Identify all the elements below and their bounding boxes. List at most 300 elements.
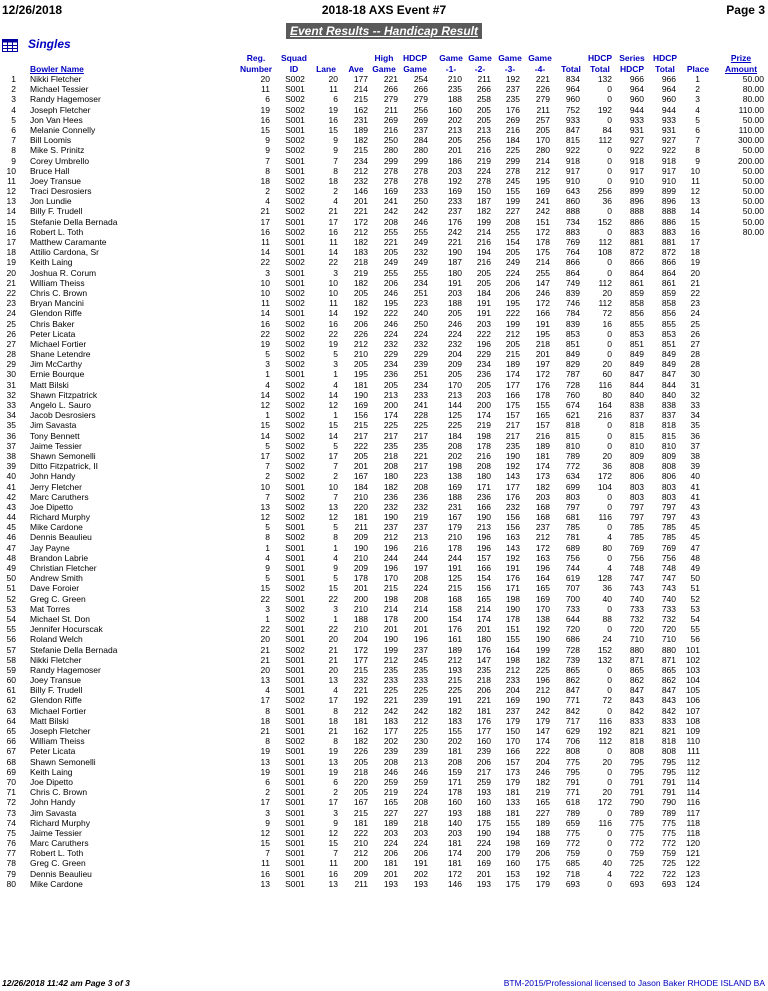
- cell-game-2: 214: [476, 603, 491, 614]
- cell-total: 847: [565, 685, 580, 696]
- cell-reg-number: 8: [265, 165, 270, 176]
- cell-game-3: 192: [505, 461, 520, 472]
- cell-rank: 20: [6, 267, 16, 278]
- cell-prize-amount: 50.00: [742, 74, 764, 84]
- cell-bowler-name: Robert L. Toth: [30, 226, 84, 237]
- cell-game-3: 178: [505, 613, 520, 624]
- cell-bowler-name: Mike S. Prinitz: [30, 145, 85, 156]
- cell-hdcp-total: 192: [597, 104, 612, 115]
- table-row: [0, 339, 768, 349]
- table-row: [0, 380, 768, 390]
- cell-bowler-name: Greg C. Green: [30, 593, 86, 604]
- cell-bowler-name: Michael Fortier: [30, 705, 87, 716]
- cell-lane: 19: [328, 746, 338, 757]
- cell-game-2: 201: [476, 624, 491, 635]
- cell-game-4: 169: [535, 838, 550, 849]
- cell-hdcp-total: 112: [598, 298, 612, 309]
- cell-total: 749: [565, 277, 580, 288]
- cell-game-1: 202: [447, 114, 462, 125]
- cell-series-hdcp: 795: [629, 756, 644, 767]
- cell-game-3: 224: [505, 267, 520, 278]
- cell-ave: 226: [353, 746, 368, 757]
- cell-hdcp-game: 234: [413, 379, 428, 390]
- col-hdcptot-line2: Total: [655, 64, 675, 74]
- cell-reg-number: 6: [265, 94, 270, 105]
- cell-lane: 14: [328, 247, 338, 258]
- cell-hdcp-game: 217: [413, 461, 428, 472]
- cell-ave: 222: [353, 440, 368, 451]
- cell-ave: 181: [353, 512, 368, 523]
- cell-hdcp-game: 221: [413, 450, 428, 461]
- cell-hdcp-series-total: 803: [661, 491, 676, 502]
- cell-hdcp-total: 0: [607, 155, 612, 166]
- cell-squad-id: S002: [285, 135, 305, 146]
- cell-prize-amount: 50.00: [742, 175, 764, 186]
- cell-squad-id: S001: [285, 848, 305, 859]
- cell-total: 674: [565, 400, 580, 410]
- cell-rank: 15: [6, 216, 16, 227]
- cell-hdcp-total: 0: [607, 624, 612, 635]
- cell-place: 120: [685, 838, 700, 849]
- cell-hdcp-series-total: 818: [661, 420, 676, 431]
- cell-hdcp-total: 0: [607, 501, 612, 512]
- cell-bowler-name: Traci Desrosiers: [30, 186, 92, 197]
- cell-ave: 182: [353, 237, 368, 247]
- cell-hdcp-series-total: 693: [661, 878, 676, 889]
- cell-high-game: 237: [383, 522, 398, 533]
- cell-ave: 219: [353, 267, 368, 278]
- cell-rank: 56: [6, 634, 16, 645]
- cell-hdcp-game: 246: [413, 766, 428, 777]
- cell-ave: 190: [353, 389, 368, 400]
- cell-hdcp-total: 132: [597, 654, 612, 665]
- cell-ave: 231: [353, 114, 368, 125]
- cell-game-1: 179: [447, 522, 462, 533]
- table-row: [0, 685, 768, 695]
- cell-total: 910: [565, 175, 580, 186]
- table-row: [0, 848, 768, 858]
- table-row: [0, 227, 768, 237]
- cell-reg-number: 17: [260, 695, 270, 706]
- cell-hdcp-total: 0: [607, 338, 612, 349]
- cell-reg-number: 18: [260, 715, 270, 726]
- table-row: [0, 308, 768, 318]
- cell-total: 851: [565, 338, 580, 349]
- cell-reg-number: 9: [265, 563, 270, 573]
- cell-high-game: 217: [383, 430, 398, 441]
- cell-bowler-name: Joe Dipetto: [30, 501, 73, 512]
- cell-game-1: 193: [447, 664, 462, 675]
- table-row: [0, 767, 768, 777]
- cell-ave: 220: [353, 776, 368, 787]
- cell-rank: 74: [6, 817, 16, 828]
- cell-series-hdcp: 881: [629, 237, 644, 247]
- table-row: [0, 634, 768, 644]
- cell-place: 10: [690, 165, 700, 176]
- cell-series-hdcp: 837: [629, 410, 644, 421]
- cell-rank: 68: [6, 756, 16, 767]
- cell-squad-id: S002: [285, 104, 305, 115]
- cell-hdcp-series-total: 855: [661, 318, 676, 329]
- cell-place: 102: [685, 654, 700, 665]
- cell-reg-number: 11: [261, 298, 270, 309]
- cell-total: 686: [565, 634, 580, 645]
- cell-game-1: 178: [447, 787, 462, 798]
- table-row: [0, 858, 768, 868]
- cell-lane: 17: [328, 216, 338, 227]
- cell-total: 629: [565, 726, 580, 736]
- cell-ave: 192: [353, 695, 368, 706]
- cell-game-4: 172: [535, 226, 550, 237]
- cell-squad-id: S001: [285, 868, 305, 879]
- cell-place: 36: [690, 430, 700, 441]
- cell-game-1: 203: [447, 827, 462, 838]
- cell-game-2: 178: [476, 440, 491, 451]
- page-number: Page 3: [726, 3, 765, 17]
- table-row: [0, 196, 768, 206]
- cell-reg-number: 10: [260, 481, 270, 492]
- cell-game-2: 174: [476, 613, 491, 624]
- table-row: [0, 757, 768, 767]
- table-row: [0, 278, 768, 288]
- cell-rank: 13: [6, 196, 16, 207]
- cell-ave: 146: [353, 186, 368, 197]
- cell-hdcp-game: 242: [413, 705, 428, 716]
- cell-place: 41: [690, 491, 700, 502]
- cell-series-hdcp: 866: [629, 257, 644, 268]
- cell-high-game: 212: [383, 654, 398, 665]
- cell-hdcp-total: 112: [598, 277, 612, 288]
- cell-game-2: 190: [476, 512, 491, 523]
- cell-game-3: 153: [505, 868, 520, 879]
- cell-total: 839: [565, 318, 580, 329]
- cell-hdcp-total: 80: [602, 542, 612, 553]
- table-row: [0, 125, 768, 135]
- col-prize-line1: Prize: [730, 53, 752, 63]
- cell-total: 918: [565, 155, 580, 166]
- report-date: 12/26/2018: [2, 3, 63, 17]
- cell-game-3: 164: [505, 644, 520, 655]
- cell-place: 22: [690, 287, 700, 298]
- cell-total: 789: [565, 450, 580, 461]
- cell-game-2: 239: [476, 746, 491, 757]
- cell-game-4: 211: [536, 104, 550, 115]
- cell-series-hdcp: 809: [629, 450, 644, 461]
- cell-hdcp-series-total: 733: [661, 603, 676, 614]
- cell-game-2: 224: [476, 838, 491, 849]
- cell-reg-number: 15: [260, 420, 270, 431]
- cell-hdcp-game: 256: [413, 104, 428, 115]
- cell-hdcp-game: 196: [413, 634, 428, 645]
- cell-high-game: 221: [383, 695, 398, 706]
- cell-hdcp-game: 259: [413, 776, 428, 787]
- table-row: [0, 94, 768, 104]
- cell-high-game: 169: [383, 186, 398, 197]
- cell-lane: 3: [333, 807, 338, 818]
- cell-hdcp-game: 224: [413, 328, 428, 339]
- cell-high-game: 219: [383, 787, 398, 798]
- cell-high-game: 190: [383, 512, 398, 523]
- cell-hdcp-game: 208: [413, 481, 428, 492]
- col-series-line1: Series: [619, 53, 645, 63]
- cell-squad-id: S001: [285, 563, 305, 573]
- col-prize-line2: Amount: [724, 64, 758, 74]
- cell-squad-id: S001: [285, 522, 305, 533]
- cell-squad-id: S002: [285, 145, 305, 156]
- cell-series-hdcp: 818: [629, 420, 644, 431]
- cell-game-4: 151: [535, 216, 550, 227]
- cell-lane: 19: [328, 104, 338, 115]
- cell-reg-number: 19: [260, 104, 270, 115]
- cell-high-game: 201: [383, 624, 398, 635]
- cell-reg-number: 3: [265, 359, 270, 370]
- cell-game-4: 172: [535, 369, 550, 380]
- cell-game-3: 155: [505, 186, 520, 197]
- cell-lane: 15: [328, 838, 338, 849]
- cell-hdcp-game: 218: [413, 817, 428, 828]
- cell-game-4: 257: [535, 114, 550, 125]
- cell-hdcp-game: 229: [413, 349, 428, 360]
- cell-game-2: 213: [476, 522, 491, 533]
- cell-game-4: 222: [535, 746, 550, 757]
- cell-squad-id: S001: [285, 552, 305, 563]
- col-ave: Ave: [348, 64, 364, 74]
- cell-high-game: 213: [383, 389, 398, 400]
- cell-ave: 210: [353, 603, 368, 614]
- cell-game-1: 140: [447, 817, 462, 828]
- cell-ave: 215: [353, 807, 368, 818]
- cell-bowler-name: Matthew Caramante: [30, 237, 107, 247]
- cell-series-hdcp: 844: [629, 379, 644, 390]
- cell-hdcp-series-total: 858: [661, 298, 676, 309]
- cell-total: 707: [565, 583, 580, 594]
- cell-squad-id: S002: [285, 94, 305, 105]
- cell-game-3: 217: [505, 430, 520, 441]
- cell-reg-number: 3: [265, 603, 270, 614]
- cell-hdcp-total: 72: [602, 695, 612, 706]
- cell-game-2: 196: [476, 532, 491, 543]
- cell-squad-id: S002: [285, 186, 305, 197]
- cell-ave: 214: [353, 84, 368, 95]
- cell-game-2: 166: [476, 501, 491, 512]
- cell-reg-number: 11: [261, 858, 270, 869]
- cell-rank: 69: [6, 766, 16, 777]
- cell-bowler-name: Chris C. Brown: [30, 787, 88, 798]
- cell-total: 643: [565, 186, 580, 197]
- cell-rank: 54: [6, 613, 16, 624]
- cell-hdcp-series-total: 720: [661, 624, 676, 635]
- cell-hdcp-series-total: 851: [661, 338, 676, 349]
- cell-high-game: 225: [383, 685, 398, 696]
- cell-hdcp-game: 208: [413, 797, 428, 808]
- cell-game-1: 233: [447, 196, 462, 207]
- cell-squad-id: S002: [285, 583, 305, 594]
- cell-hdcp-series-total: 880: [661, 644, 676, 655]
- cell-total: 862: [565, 675, 580, 686]
- cell-ave: 212: [353, 165, 368, 176]
- cell-game-3: 150: [505, 726, 520, 736]
- cell-bowler-name: Nikki Fletcher: [30, 654, 82, 665]
- cell-bowler-name: Shawn Semonelli: [30, 450, 96, 461]
- cell-high-game: 239: [383, 746, 398, 757]
- cell-game-3: 174: [505, 369, 520, 380]
- cell-hdcp-total: 172: [597, 797, 612, 808]
- cell-game-1: 168: [447, 593, 462, 604]
- cell-ave: 181: [353, 379, 368, 390]
- cell-ave: 201: [353, 196, 368, 207]
- cell-total: 849: [565, 349, 580, 360]
- cell-game-2: 203: [476, 318, 491, 329]
- table-row: [0, 706, 768, 716]
- cell-series-hdcp: 759: [629, 848, 644, 859]
- cell-squad-id: S001: [285, 807, 305, 818]
- cell-game-2: 259: [476, 776, 491, 787]
- cell-reg-number: 15: [260, 838, 270, 849]
- cell-total: 689: [565, 542, 580, 553]
- cell-high-game: 242: [383, 206, 398, 217]
- col-game4-line2: -4-: [534, 64, 546, 74]
- table-row: [0, 217, 768, 227]
- cell-squad-id: S002: [285, 450, 305, 461]
- cell-reg-number: 6: [265, 776, 270, 787]
- cell-rank: 73: [6, 807, 16, 818]
- cell-game-4: 221: [535, 74, 550, 84]
- table-row: [0, 298, 768, 308]
- cell-game-2: 194: [476, 247, 491, 258]
- cell-lane: 22: [328, 328, 338, 339]
- cell-game-1: 232: [447, 338, 462, 349]
- cell-game-2: 193: [476, 787, 491, 798]
- cell-game-2: 193: [476, 878, 491, 889]
- cell-reg-number: 22: [260, 257, 270, 268]
- cell-high-game: 222: [383, 308, 398, 319]
- cell-hdcp-total: 0: [607, 328, 612, 339]
- cell-prize-amount: 300.00: [738, 135, 764, 146]
- cell-game-4: 203: [535, 491, 550, 502]
- cell-game-4: 190: [535, 695, 550, 706]
- cell-squad-id: S001: [285, 654, 305, 665]
- cell-series-hdcp: 797: [629, 501, 644, 512]
- cell-hdcp-total: 0: [607, 440, 612, 451]
- cell-place: 33: [690, 400, 700, 410]
- cell-game-1: 188: [447, 94, 462, 105]
- cell-game-2: 216: [476, 257, 491, 268]
- cell-reg-number: 5: [265, 573, 270, 584]
- cell-high-game: 201: [383, 868, 398, 879]
- cell-ave: 220: [353, 501, 368, 512]
- cell-bowler-name: Ditto Fitzpatrick, II: [30, 461, 99, 472]
- cell-hdcp-total: 80: [602, 389, 612, 400]
- cell-lane: 7: [333, 491, 338, 502]
- cell-game-2: 180: [476, 634, 491, 645]
- cell-series-hdcp: 720: [629, 624, 644, 635]
- cell-total: 739: [565, 654, 580, 665]
- table-row: [0, 431, 768, 441]
- cell-ave: 218: [353, 766, 368, 777]
- cell-total: 964: [565, 84, 580, 95]
- cell-series-hdcp: 785: [629, 522, 644, 533]
- cell-game-1: 224: [447, 328, 462, 339]
- cell-high-game: 244: [383, 552, 398, 563]
- cell-high-game: 233: [383, 675, 398, 686]
- cell-squad-id: S001: [285, 634, 305, 645]
- cell-game-2: 266: [476, 84, 491, 95]
- cell-hdcp-series-total: 896: [661, 196, 676, 207]
- cell-lane: 16: [328, 114, 338, 125]
- cell-place: 6: [695, 124, 700, 135]
- cell-place: 11: [691, 175, 700, 186]
- cell-reg-number: 5: [265, 440, 270, 451]
- cell-bowler-name: William Theiss: [30, 277, 85, 288]
- cell-ave: 200: [353, 593, 368, 604]
- cell-reg-number: 21: [260, 726, 270, 736]
- cell-game-4: 196: [535, 675, 550, 686]
- col-place: Place: [686, 64, 710, 74]
- cell-place: 38: [690, 450, 700, 461]
- cell-rank: 6: [11, 124, 16, 135]
- cell-hdcp-series-total: 917: [661, 165, 676, 176]
- cell-total: 775: [565, 827, 580, 838]
- cell-bowler-name: Roland Welch: [30, 634, 83, 645]
- cell-hdcp-game: 255: [413, 226, 428, 237]
- cell-series-hdcp: 743: [629, 583, 644, 594]
- page-footer: [0, 978, 768, 990]
- table-row: [0, 349, 768, 359]
- cell-reg-number: 1: [265, 410, 270, 421]
- cell-lane: 22: [328, 257, 338, 268]
- cell-place: 112: [686, 756, 700, 767]
- cell-total: 728: [565, 379, 580, 390]
- cell-series-hdcp: 872: [629, 247, 644, 258]
- table-row: [0, 186, 768, 196]
- cell-series-hdcp: 785: [629, 532, 644, 543]
- cell-place: 19: [690, 257, 700, 268]
- table-row: [0, 471, 768, 481]
- cell-series-hdcp: 855: [629, 318, 644, 329]
- cell-reg-number: 20: [260, 74, 270, 84]
- cell-rank: 58: [6, 654, 16, 665]
- cell-total: 764: [565, 247, 580, 258]
- cell-high-game: 196: [383, 542, 398, 553]
- cell-series-hdcp: 849: [629, 359, 644, 370]
- cell-total: 733: [565, 603, 580, 614]
- cell-hdcp-series-total: 837: [661, 410, 676, 421]
- cell-reg-number: 7: [265, 848, 270, 859]
- table-row: [0, 206, 768, 216]
- cell-high-game: 225: [383, 420, 398, 431]
- cell-lane: 14: [328, 430, 338, 441]
- cell-high-game: 205: [383, 247, 398, 258]
- cell-lane: 11: [329, 237, 338, 247]
- cell-game-3: 171: [505, 583, 520, 594]
- cell-game-3: 155: [505, 634, 520, 645]
- cell-game-1: 186: [447, 155, 462, 166]
- cell-hdcp-game: 249: [413, 237, 428, 247]
- cell-lane: 14: [328, 308, 338, 319]
- table-row: [0, 604, 768, 614]
- cell-series-hdcp: 791: [629, 776, 644, 787]
- cell-lane: 21: [328, 654, 338, 665]
- cell-game-1: 169: [447, 186, 462, 197]
- cell-rank: 78: [6, 858, 16, 869]
- cell-reg-number: 4: [265, 552, 270, 563]
- cell-ave: 210: [353, 491, 368, 502]
- cell-total: 720: [565, 624, 580, 635]
- table-row: [0, 492, 768, 502]
- cell-reg-number: 21: [260, 644, 270, 655]
- cell-game-2: 166: [476, 563, 491, 573]
- cell-total: 693: [565, 878, 580, 889]
